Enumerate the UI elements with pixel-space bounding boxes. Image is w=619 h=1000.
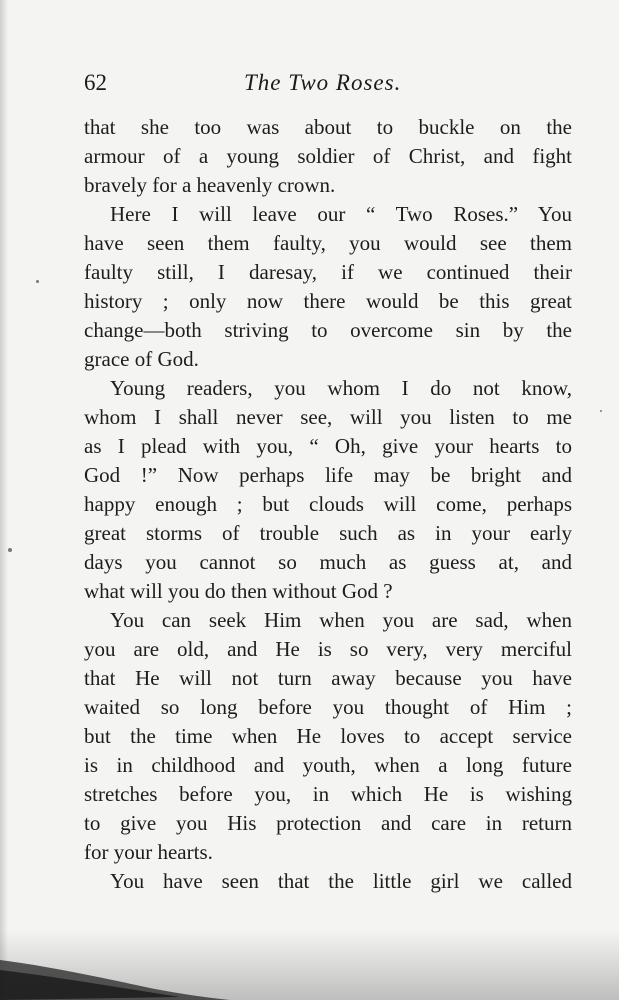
- text-line: You can seek Him when you are sad, when: [110, 608, 572, 632]
- text-line: stretches before you, in which He is wishing: [84, 782, 572, 806]
- text-line: is in childhood and youth, when a long future: [84, 753, 572, 777]
- text-line: what will you do then without God ?: [84, 579, 393, 603]
- text-line: that she too was about to buckle on the: [84, 115, 572, 139]
- paper-speck: [8, 548, 12, 552]
- text-line: You have seen that the little girl we called: [110, 869, 572, 893]
- text-line: great storms of trouble such as in your early: [84, 521, 572, 545]
- text-line: change—both striving to overcome sin by the: [84, 318, 572, 342]
- page-header: [84, 70, 572, 106]
- text-line: Young readers, you whom I do not know,: [110, 376, 572, 400]
- paper-speck: [36, 280, 39, 283]
- text-line: Here I will leave our “ Two Roses.” You: [110, 202, 572, 226]
- text-line: faulty still, I daresay, if we continued their: [84, 260, 572, 284]
- text-line: armour of a young soldier of Christ, and fight: [84, 144, 572, 168]
- text-line: that He will not turn away because you have: [84, 666, 572, 690]
- paper-speck: [600, 410, 602, 412]
- page-number: 62: [84, 70, 107, 95]
- text-line: whom I shall never see, will you listen to me: [84, 405, 572, 429]
- text-line: waited so long before you thought of Him ;: [84, 695, 572, 719]
- text-line: for your hearts.: [84, 840, 213, 864]
- text-line: as I plead with you, “ Oh, give your hearts to: [84, 434, 572, 458]
- body-text: [84, 113, 572, 896]
- text-line: history ; only now there would be this great: [84, 289, 572, 313]
- text-line: days you cannot so much as guess at, and: [84, 550, 572, 574]
- text-line: you are old, and He is so very, very merciful: [84, 637, 572, 661]
- running-title: The Two Roses.: [244, 70, 402, 95]
- scan-edge-shadow: [0, 0, 8, 1000]
- text-line: happy enough ; but clouds will come, perhaps: [84, 492, 572, 516]
- text-line: grace of God.: [84, 347, 199, 371]
- page-corner-curl: [0, 940, 230, 1000]
- text-line: God !” Now perhaps life may be bright and: [84, 463, 572, 487]
- text-line: to give you His protection and care in return: [84, 811, 572, 835]
- text-line: have seen them faulty, you would see them: [84, 231, 572, 255]
- text-line: bravely for a heavenly crown.: [84, 173, 336, 197]
- text-line: but the time when He loves to accept service: [84, 724, 572, 748]
